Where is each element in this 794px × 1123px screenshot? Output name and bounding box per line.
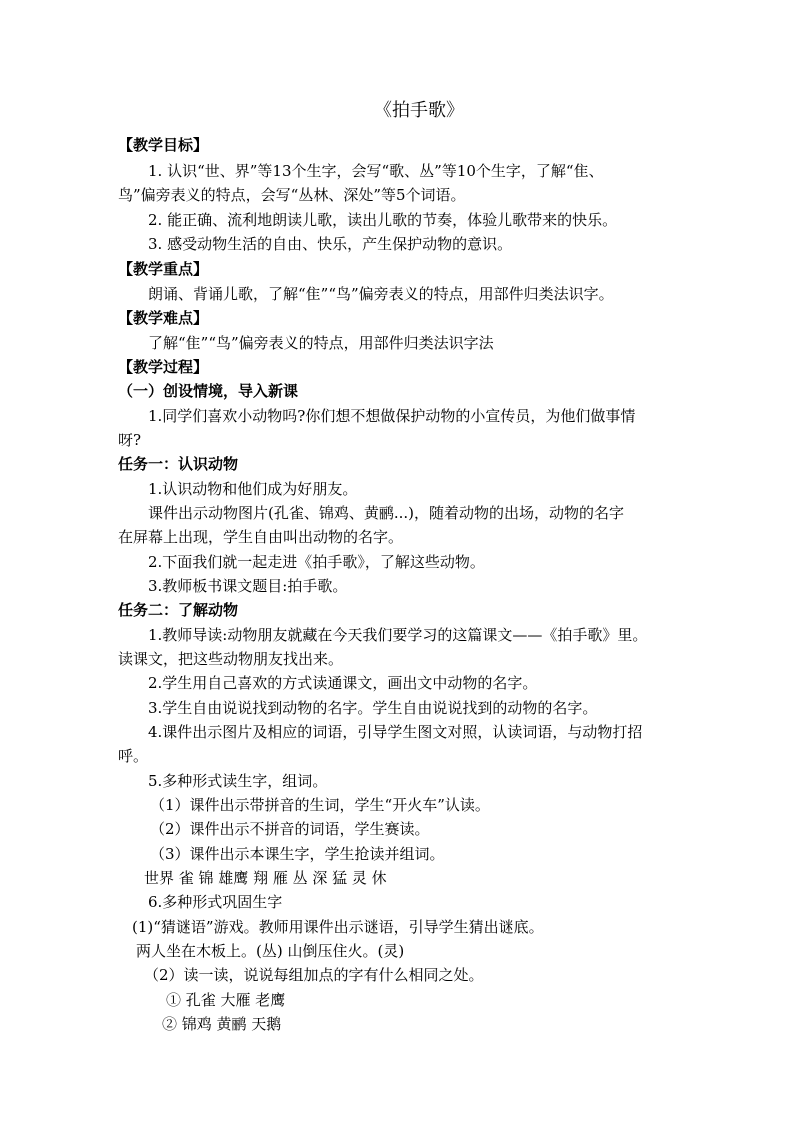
difficulty-heading: 【教学难点】 [118,309,209,327]
task2-line: 6.多种形式巩固生字 [148,893,283,911]
objectives-heading: 【教学目标】 [118,136,209,154]
document-title: 《拍手歌》 [374,100,464,121]
task1-line: 3.教师板书课文题目:拍手歌。 [148,577,348,595]
process-heading: 【教学过程】 [118,358,209,376]
riddle-instruction: (1)“猜谜语”游戏。教师用课件出示谜语，引导学生猜出谜底。 [132,918,544,936]
task2-line: （3）课件出示本课生字，学生抢读并组词。 [150,845,445,863]
task2-heading: 任务二：了解动物 [118,601,239,619]
task2-line: （2）课件出示不拼音的词语，学生赛读。 [150,820,430,838]
task2-line: 2.学生用自己喜欢的方式读通课文，画出文中动物的名字。 [148,674,538,692]
task1-line: 2.下面我们就一起走进《拍手歌》，了解这些动物。 [148,553,485,571]
task1-line: 课件出示动物图片(孔雀、锦鸡、黄鹂...)，随着动物的出场，动物的名字 [148,504,625,522]
focus-text: 朗诵、背诵儿歌，了解“隹”“鸟”偏旁表义的特点，用部件归类法识字。 [148,285,614,303]
task1-heading: 任务一：认识动物 [118,455,239,473]
part1-line: 1.同学们喜欢小动物吗?你们想不想做保护动物的小宣传员，为他们做事情 [148,407,636,425]
task2-line: （1）课件出示带拼音的生词，学生“开火车”认读。 [150,796,490,814]
task2-line: 3.学生自由说说找到动物的名字。学生自由说说找到的动物的名字。 [148,699,598,717]
word-group-1: ① 孔雀 大雁 老鹰 [166,991,286,1009]
focus-heading: 【教学重点】 [118,260,209,278]
difficulty-text: 了解“隹”“鸟”偏旁表义的特点，用部件归类法识字法 [148,334,494,352]
task2-line: 5.多种形式读生字，组词。 [148,772,328,790]
task2-line: 4.课件出示图片及相应的词语，引导学生图文对照，认读词语，与动物打招 [148,723,643,741]
part1-line: 呀? [118,431,142,449]
part1-heading: （一）创设情境，导入新课 [118,382,299,400]
task1-line: 1.认识动物和他们成为好朋友。 [148,480,358,498]
riddle-text: 两人坐在木板上。(丛) 山倒压住火。(灵) [136,942,405,960]
objective-line: 鸟”偏旁表义的特点，会写“丛林、深处”等5个词语。 [118,186,466,204]
character-list: 世界 雀 锦 雄鹰 翔 雁 丛 深 猛 灵 休 [144,869,387,887]
task2-line: 1.教师导读:动物朋友就藏在今天我们要学习的这篇课文——《拍手歌》里。 [148,626,648,644]
task2-line: 呼。 [118,747,149,765]
objective-line: 3. 感受动物生活的自由、快乐，产生保护动物的意识。 [148,235,513,253]
objective-line: 2. 能正确、流利地朗读儿歌，读出儿歌的节奏，体验儿歌带来的快乐。 [148,211,618,229]
task1-line: 在屏幕上出现，学生自由叫出动物的名字。 [118,528,404,546]
objective-line: 1. 认识“世、界”等13个生字，会写“歌、丛”等10个生字，了解“隹、 [148,162,604,180]
word-group-2: ② 锦鸡 黄鹂 天鹅 [162,1015,282,1033]
task2-line: 读课文，把这些动物朋友找出来。 [118,650,344,668]
task2-line: （2）读一读，说说每组加点的字有什么相同之处。 [144,966,484,984]
